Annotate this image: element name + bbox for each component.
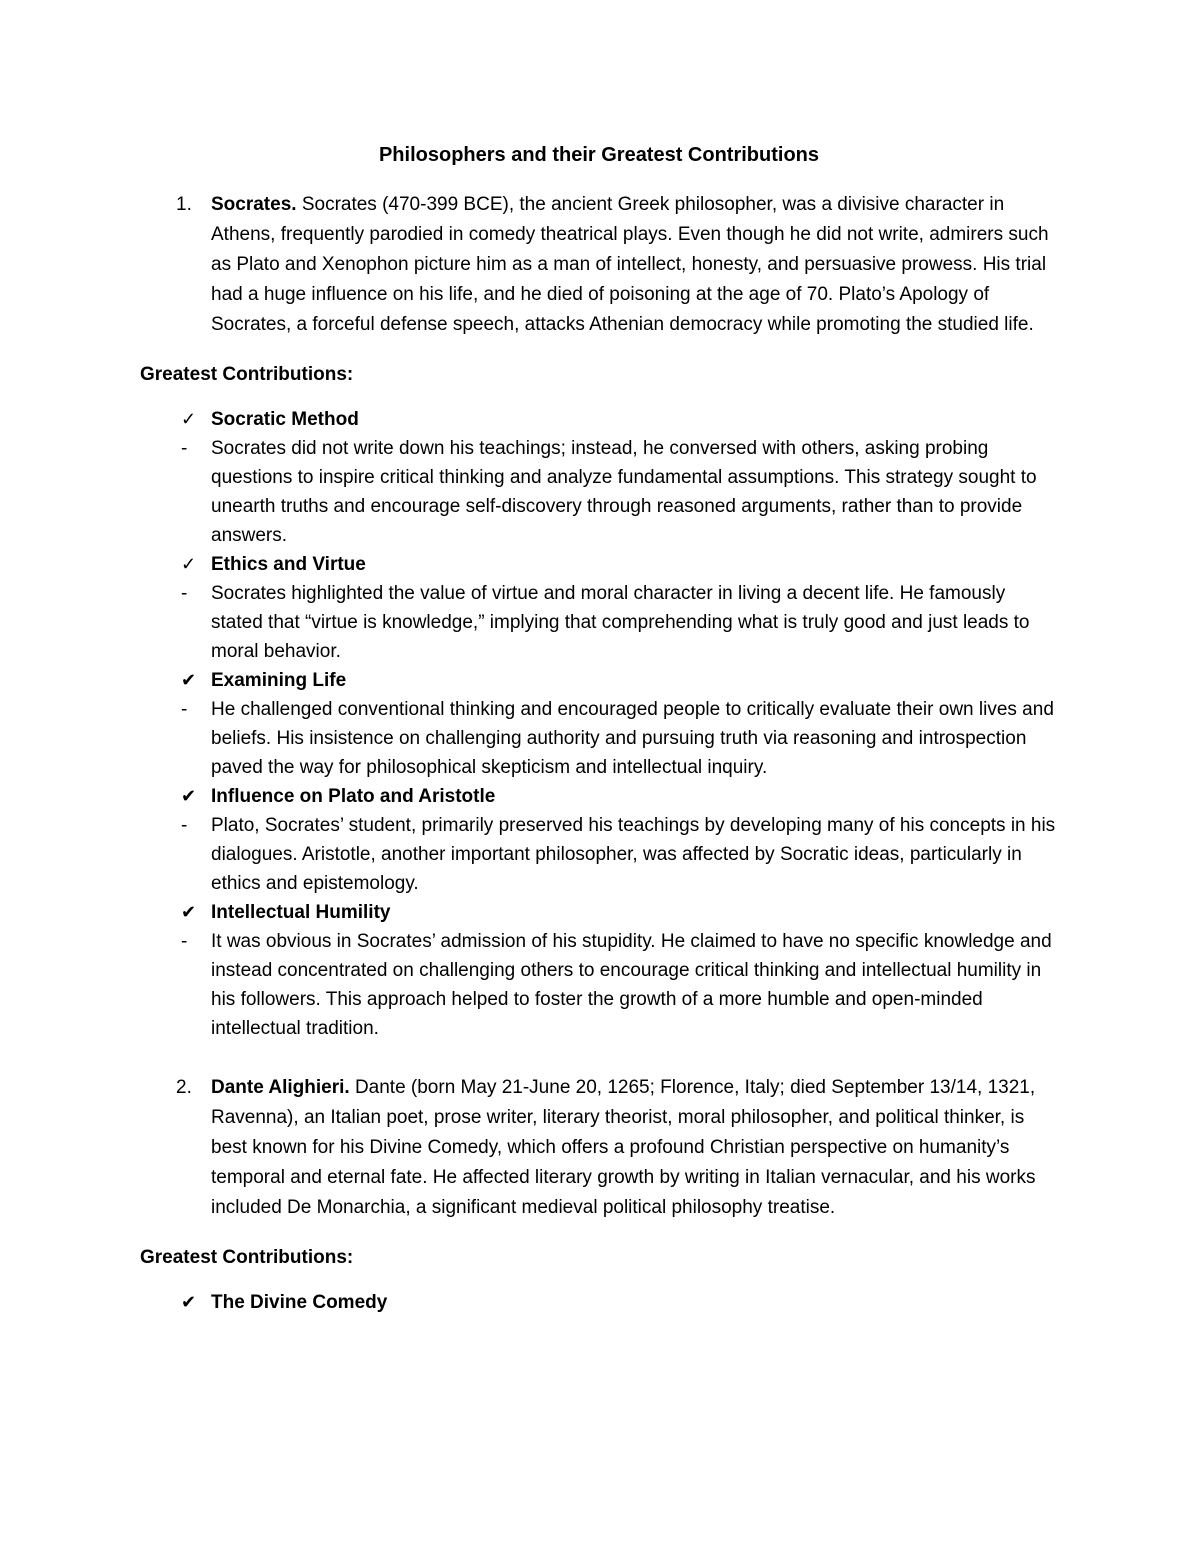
contribution-title: Ethics and Virtue	[211, 554, 366, 575]
list-number: 1.	[176, 194, 192, 215]
contribution-title-row	[181, 405, 1058, 434]
contribution-detail-row	[181, 579, 1058, 666]
checkmark-icon: ✓	[181, 554, 197, 574]
contributions-list-dante	[140, 1288, 1058, 1317]
dash-bullet: -	[181, 438, 188, 459]
dash-bullet: -	[181, 931, 188, 952]
contribution-text: Socrates highlighted the value of virtue and moral character in living a decent life. He famously stated that “virtue is knowledge,” implying that comprehending what is truly good and just leads to moral behavior.	[211, 583, 1030, 662]
contributions-heading: Greatest Contributions:	[140, 364, 354, 385]
list-number: 2.	[176, 1077, 192, 1098]
checkmark-icon: ✔	[181, 1292, 197, 1312]
philosopher-name: Dante Alighieri.	[211, 1077, 350, 1098]
dash-bullet: -	[181, 583, 188, 604]
contribution-text: Plato, Socrates’ student, primarily preserved his teachings by developing many of his concepts in his dialogues. Aristotle, another important philosopher, was affected by Socratic ideas, particularly in ethics and epistemology.	[211, 815, 1056, 894]
contributions-list-socrates	[140, 405, 1058, 1043]
contribution-title: Socratic Method	[211, 409, 359, 430]
contribution-text: Socrates did not write down his teachings; instead, he conversed with others, asking probing questions to inspire critical thinking and analyze fundamental assumptions. This strategy sought to unearth truths and encourage self-discovery through reasoned arguments, rather than to provide answers.	[211, 438, 1037, 546]
philosopher-intro	[211, 190, 1058, 340]
contribution-title-row	[181, 666, 1058, 695]
philosopher-name: Socrates.	[211, 194, 297, 215]
contribution-detail-row	[181, 811, 1058, 898]
contribution-detail-row	[181, 927, 1058, 1043]
contribution-detail-row	[181, 695, 1058, 782]
checkmark-icon: ✔	[181, 670, 197, 690]
philosopher-entry-dante	[176, 1073, 1058, 1223]
contribution-title: The Divine Comedy	[211, 1292, 388, 1313]
dash-bullet: -	[181, 699, 188, 720]
contribution-title-row	[181, 898, 1058, 927]
contributions-heading: Greatest Contributions:	[140, 1247, 354, 1268]
contribution-title: Examining Life	[211, 670, 347, 691]
checkmark-icon: ✔	[181, 786, 197, 806]
philosopher-intro-text: Socrates (470-399 BCE), the ancient Greek philosopher, was a divisive character in Athens, frequently parodied in comedy theatrical plays. Even though he did not write, admirers such as Plato and Xenophon picture him as a man of intellect, honesty, and persuasive prowess. His trial had a huge influence on his life, and he died of poisoning at the age of 70. Plato’s Apology of Socrates, a forceful defense speech, attacks Athenian democracy while promoting the studied life.	[211, 194, 1049, 335]
document-title: Philosophers and their Greatest Contributions	[378, 144, 820, 166]
checkmark-icon: ✔	[181, 902, 197, 922]
contribution-text: It was obvious in Socrates’ admission of his stupidity. He claimed to have no specific knowledge and instead concentrated on challenging others to encourage critical thinking and intellectual humility in his followers. This approach helped to foster the growth of a more humble and open-minded intellectual tradition.	[211, 931, 1052, 1039]
philosopher-entry-socrates	[176, 190, 1058, 340]
contribution-title-row	[181, 550, 1058, 579]
philosopher-intro-text: Dante (born May 21-June 20, 1265; Florence, Italy; died September 13/14, 1321, Ravenna), an Italian poet, prose writer, literary theorist, moral philosopher, and political thinker, is best known for his Divine Comedy, which offers a profound Christian perspective on humanity’s temporal and eternal fate. He affected literary growth by writing in Italian vernacular, and his works included De Monarchia, a significant medieval political philosophy treatise.	[211, 1077, 1036, 1218]
contribution-title: Influence on Plato and Aristotle	[211, 786, 496, 807]
dash-bullet: -	[181, 815, 188, 836]
contribution-detail-row	[181, 434, 1058, 550]
contribution-text: He challenged conventional thinking and encouraged people to critically evaluate their own lives and beliefs. His insistence on challenging authority and pursuing truth via reasoning and introspection paved the way for philosophical skepticism and intellectual inquiry.	[211, 699, 1054, 778]
contribution-title: Intellectual Humility	[211, 902, 391, 923]
philosopher-intro	[211, 1073, 1058, 1223]
contribution-title-row	[181, 1288, 1058, 1317]
contribution-title-row	[181, 782, 1058, 811]
checkmark-icon: ✓	[181, 409, 197, 429]
